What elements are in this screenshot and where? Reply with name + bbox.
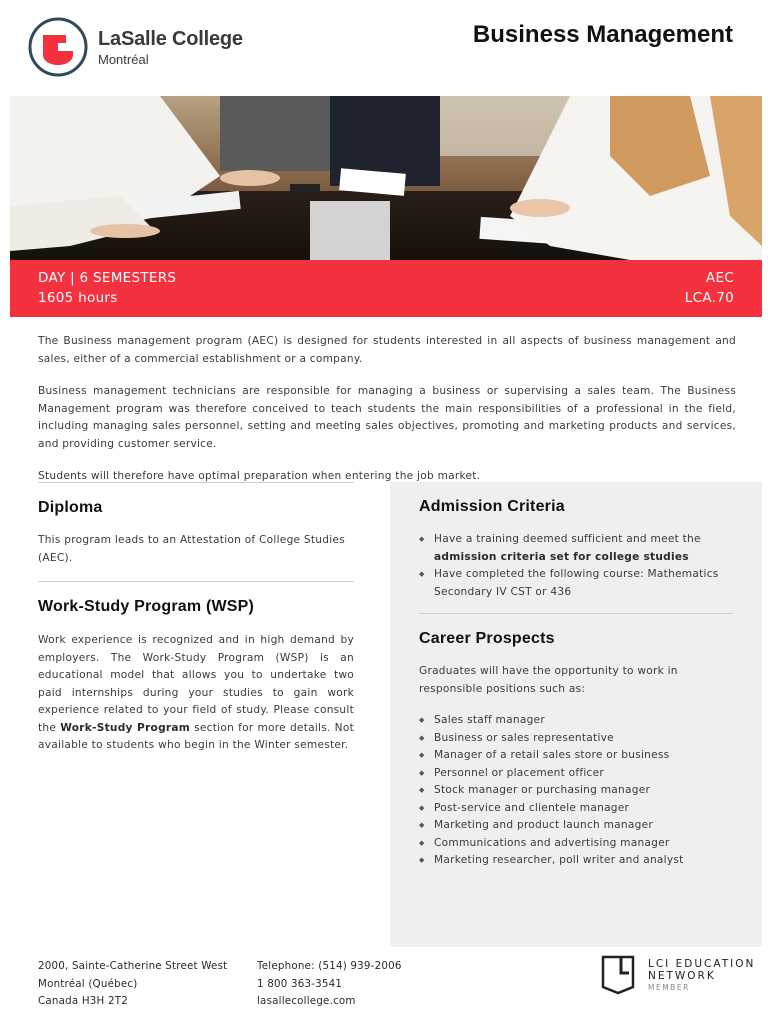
admission-list [419,531,733,601]
lasalle-college-logo [28,17,88,77]
divider [419,613,733,614]
page-title: Business Management [472,21,733,48]
diploma-text: This program leads to an Attestation of College Studies (AEC). [38,534,345,564]
list-item: ◆ Stock manager or purchasing manager [419,782,733,800]
list-item: ◆ Post-service and clientele manager [419,800,733,818]
website-link[interactable]: lasallecollege.com [257,995,356,1007]
telephone: Telephone: (514) 939-2006 [257,960,402,972]
intro-paragraph: Students will therefore have optimal preparation when entering the job market. [38,470,481,482]
lci-member: MEMBER [648,983,690,992]
lci-network-logo [601,955,635,995]
list-item: ◆ Communications and advertising manager [419,835,733,853]
divider [38,581,354,582]
list-item: ◆ Marketing and product launch manager [419,817,733,835]
list-item: ◆ Business or sales representative [419,730,733,748]
lci-line: LCI EDUCATION [648,958,756,970]
hero-image-business-meeting [10,96,762,260]
list-item: ◆ Have completed the following course: Mathematics Secondary IV CST or 436 [419,566,733,601]
program-introduction [38,333,736,501]
address-line: Montréal (Québec) [38,977,138,990]
diploma-heading: Diploma [38,499,103,516]
intro-paragraph: Business management technicians are responsible for managing a business or supervising a sales team. The Business Management program was therefore conceived to teach students the main responsibilities of a professional in the field, including managing sales personnel, setting and meeting sales objectives, promoting and marketing products and services, and providing customer service. [38,385,736,450]
career-intro: Graduates will have the opportunity to work in responsible positions such as: [419,665,678,695]
admission-heading: Admission Criteria [419,498,565,515]
wsp-text [38,632,354,755]
divider [38,482,354,483]
lci-line: NETWORK [648,970,716,982]
brand-name: LaSalle College [98,28,243,50]
program-hours: 1605 hours [38,290,118,306]
list-item: ◆ Sales staff manager [419,712,733,730]
program-code: LCA.70 [684,290,734,306]
list-item: ◆ Manager of a retail sales store or business [419,747,733,765]
left-column [38,482,354,755]
list-item-text: Have a training deemed sufficient and meet the [434,533,701,545]
list-item: ◆ Marketing researcher, poll writer and analyst [419,852,733,870]
wsp-link[interactable]: Work-Study Program [60,721,191,734]
right-column [390,482,762,947]
toll-free-number: 1 800 363-3541 [257,977,343,990]
address-line: Canada H3H 2T2 [38,995,128,1007]
career-list [419,712,733,870]
career-heading: Career Prospects [419,630,555,647]
list-item [419,531,733,566]
admission-criteria-link[interactable]: admission criteria set for college studies [434,550,689,563]
address-line: 2000, Sainte-Catherine Street West [38,960,228,972]
list-item: ◆ Personnel or placement officer [419,765,733,783]
wsp-text-part: section for more details. Not available to students who begin in the Winter semester. [38,721,354,751]
program-schedule: DAY | 6 SEMESTERS [38,270,177,286]
footer-address [38,958,227,1011]
wsp-heading: Work-Study Program (WSP) [38,598,255,615]
footer-contact [257,958,402,1011]
program-banner [10,260,762,317]
program-type: AEC [705,270,734,286]
intro-paragraph: The Business management program (AEC) is designed for students interested in all aspects of business management and sales, either of a commercial establishment or a company. [38,335,736,365]
lci-network-label [648,958,755,994]
brand-city: Montréal [98,52,149,67]
wsp-text-part: Work experience is recognized and in high demand by employers. The Work-Study Program (WSP) is an educational model that allows you to undertake two paid internships during your studies to gain work experience related to your field of study. Please consult the [38,634,354,734]
